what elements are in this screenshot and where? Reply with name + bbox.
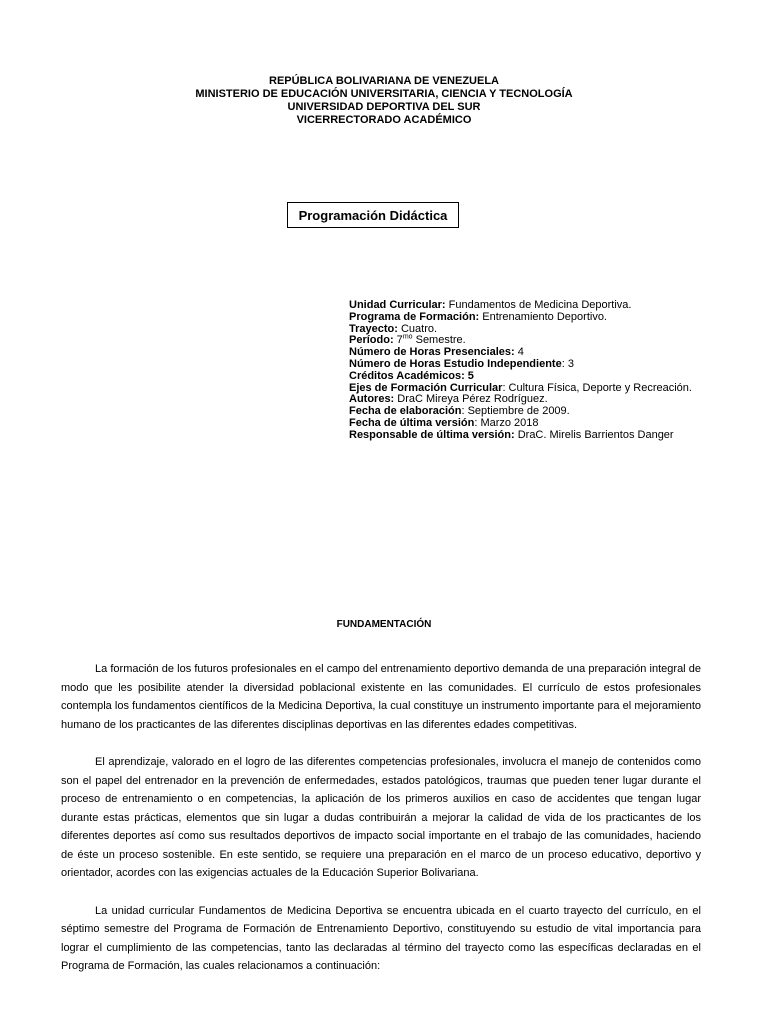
- paragraph: La unidad curricular Fundamentos de Medicina Deportiva se encuentra ubicada en el cuarto trayecto del currículo, en el séptimo semestre del Programa de Formación de Entrenamiento Deportivo, constituyendo su estudio de vital importancia para lograr el cumplimiento de las competencias, tanto las declaradas al término del trayecto como las específicas declaradas en el Programa de Formación, las cuales relacionamos a continuación:: [61, 904, 701, 972]
- meta-fecha-elaboracion-label: Fecha de elaboración: [349, 405, 462, 418]
- meta-creditos-label: Créditos Académicos: 5: [349, 369, 474, 382]
- header-line-ministry: MINISTERIO DE EDUCACIÓN UNIVERSITARIA, CIENCIA Y TECNOLOGÍA: [195, 88, 573, 100]
- meta-fecha-ultima-version-label: Fecha de última versión: [349, 416, 475, 429]
- fundamentacion-body: [61, 660, 701, 995]
- document-title: Programación Didáctica: [298, 207, 448, 223]
- meta-horas-independiente-label: Número de Horas Estudio Independiente: [349, 357, 562, 370]
- meta-fecha-elaboracion-value: : Septiembre de 2009.: [461, 405, 570, 418]
- meta-responsable: [349, 430, 759, 442]
- meta-trayecto-label: Trayecto:: [349, 322, 398, 335]
- meta-periodo-label: Período:: [349, 334, 394, 347]
- meta-horas-independiente-value: : 3: [561, 357, 574, 370]
- paragraph: El aprendizaje, valorado en el logro de las diferentes competencias profesionales, involucra el manejo de contenidos como son el papel del entrenador en la prevención de enfermedades, estados patológicos, traumas que pueden tener lugar durante el proceso de entrenamiento o en competencias, la aplicación de los primeros auxilios en caso de accidentes que tengan lugar durante estas prácticas, elementos que sin lugar a dudas contribuirán a mejorar la calidad de vida de los practicantes de los diferentes deportes así como sus resultados deportivos de impacto social importante en el trabajo de las comunidades, haciendo de éste un proceso sostenible. En este sentido, se requiere una preparación en el marco de un proceso educativo, deportivo y orientador, acordes con las exigencias actuales de la Educación Superior Bolivariana.: [61, 756, 701, 879]
- meta-autores-label: Autores:: [349, 393, 395, 406]
- meta-programa-label: Programa de Formación:: [349, 310, 480, 323]
- meta-fecha-ultima-version-value: : Marzo 2018: [474, 416, 539, 429]
- meta-ejes-label: Ejes de Formación Curricular: [349, 381, 503, 394]
- meta-unidad-value: Fundamentos de Medicina Deportiva.: [445, 299, 632, 311]
- meta-unidad-label: Unidad Curricular:: [349, 299, 446, 311]
- meta-responsable-label: Responsable de última versión:: [349, 428, 515, 441]
- meta-periodo-superscript: mo: [402, 333, 413, 341]
- meta-periodo-value: Semestre.: [412, 334, 466, 347]
- meta-horas-presenciales-value: 4: [514, 346, 524, 359]
- curricular-metadata: [349, 300, 759, 442]
- meta-programa-value: Entrenamiento Deportivo.: [479, 310, 607, 323]
- section-title: FUNDAMENTACIÓN: [336, 619, 432, 630]
- header-line-vicerrectorado: VICERRECTORADO ACADÉMICO: [296, 114, 472, 126]
- meta-horas-presenciales-label: Número de Horas Presenciales:: [349, 346, 515, 359]
- paragraph: La formación de los futuros profesionales en el campo del entrenamiento deportivo demanda de una preparación integral de modo que les posibilite atender la diversidad poblacional existente en las comunidades. El currículo de estos profesionales contempla los fundamentos científicos de la Medicina Deportiva, la cual constituye un instrumento importante para el mejoramiento humano de los practicantes de las diferentes disciplinas deportivas en las diferentes edades competitivas.: [61, 663, 701, 731]
- meta-autores-value: DraC Mireya Pérez Rodríguez.: [394, 393, 548, 406]
- meta-ejes-value: : Cultura Física, Deporte y Recreación.: [502, 381, 692, 394]
- institution-header: [0, 75, 768, 127]
- meta-responsable-value: DraC. Mirelis Barrientos Danger: [514, 428, 674, 441]
- header-line-university: UNIVERSIDAD DEPORTIVA DEL SUR: [287, 101, 481, 113]
- meta-trayecto-value: Cuatro.: [397, 322, 438, 335]
- header-line-republic: REPÚBLICA BOLIVARIANA DE VENEZUELA: [269, 75, 499, 87]
- document-title-box: [287, 202, 459, 228]
- meta-periodo-number: 7: [393, 334, 403, 347]
